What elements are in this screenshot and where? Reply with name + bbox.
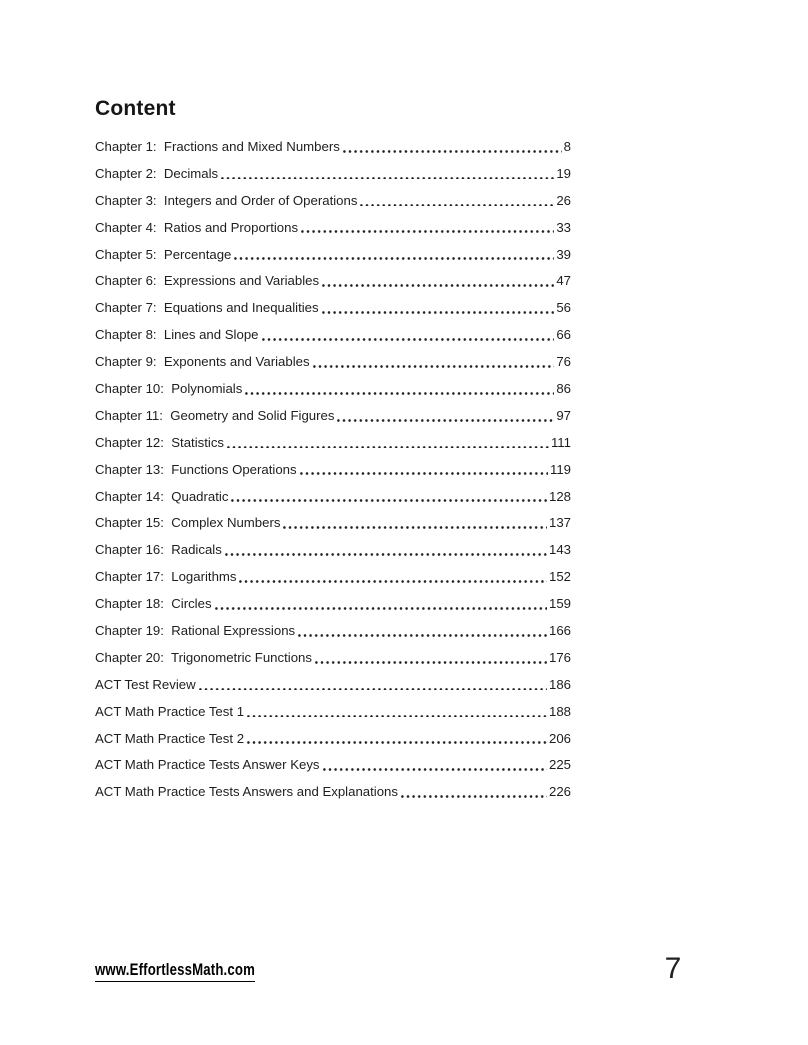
toc-entry: [95, 215, 571, 242]
toc-entry-page: 33: [556, 219, 571, 235]
dot-leader: [247, 726, 547, 753]
footer-page-number: 7: [664, 952, 682, 985]
toc-entry-label: ACT Math Practice Test 2: [95, 730, 245, 746]
toc-entry: [95, 322, 571, 349]
toc-entry: [95, 484, 571, 511]
toc-entry-page: 152: [548, 569, 571, 585]
dot-leader: [227, 430, 549, 457]
toc-entry: [95, 161, 571, 188]
toc-entry-page: 159: [548, 596, 571, 612]
dot-leader: [322, 268, 554, 295]
toc-entry-page: 186: [548, 676, 571, 692]
toc-entry-page: 19: [556, 165, 571, 181]
toc-entry: [95, 537, 571, 564]
toc-entry-label: Chapter 9: Exponents and Variables: [95, 354, 310, 370]
toc-entry: [95, 672, 571, 699]
toc-entry-label: Chapter 16: Radicals: [95, 542, 222, 558]
toc-entry-page: 86: [556, 381, 571, 397]
footer-website-link[interactable]: www.EffortlessMath.com: [95, 961, 255, 982]
dot-leader: [298, 618, 547, 645]
toc-entry: [95, 564, 571, 591]
toc-entry-page: 176: [548, 649, 571, 665]
toc-entry-label: Chapter 7: Equations and Inequalities: [95, 300, 319, 316]
toc-entry-label: ACT Math Practice Tests Answer Keys: [95, 757, 320, 773]
toc-entry-page: 56: [556, 300, 571, 316]
dot-leader: [283, 510, 547, 537]
toc-entry-label: Chapter 3: Integers and Order of Operations: [95, 192, 358, 208]
toc-entry-page: 206: [548, 730, 571, 746]
toc-entry: [95, 457, 571, 484]
toc-entry-label: Chapter 2: Decimals: [95, 165, 219, 181]
dot-leader: [301, 215, 554, 242]
toc-entry-label: Chapter 8: Lines and Slope: [95, 327, 259, 343]
toc-entry-label: Chapter 11: Geometry and Solid Figures: [95, 407, 335, 423]
toc-entry-label: Chapter 14: Quadratic: [95, 488, 229, 504]
toc-entry-label: Chapter 20: Trigonometric Functions: [95, 649, 312, 665]
toc-entry-page: 26: [556, 192, 571, 208]
toc-entry: [95, 510, 571, 537]
dot-leader: [323, 752, 547, 779]
dot-leader: [315, 645, 547, 672]
dot-leader: [215, 591, 547, 618]
dot-leader: [234, 242, 554, 269]
toc-entry-page: 128: [548, 488, 571, 504]
dot-leader: [247, 699, 547, 726]
toc-entry-page: 188: [548, 703, 571, 719]
dot-leader: [231, 484, 547, 511]
toc-entry: [95, 779, 571, 806]
toc-entry-page: 66: [556, 327, 571, 343]
toc-entry-page: 111: [550, 434, 571, 450]
toc-entry: [95, 726, 571, 753]
toc-list: [95, 134, 571, 806]
toc-entry-label: Chapter 18: Circles: [95, 596, 212, 612]
toc-entry-label: Chapter 4: Ratios and Proportions: [95, 219, 299, 235]
dot-leader: [225, 537, 547, 564]
toc-entry-page: 39: [556, 246, 571, 262]
dot-leader: [401, 779, 547, 806]
toc-entry: [95, 430, 571, 457]
page-title: Content: [95, 97, 176, 120]
dot-leader: [262, 322, 555, 349]
dot-leader: [199, 672, 547, 699]
toc-entry-page: 119: [549, 461, 571, 477]
toc-entry-page: 76: [556, 354, 571, 370]
page-body: [95, 97, 571, 806]
toc-entry-label: Chapter 15: Complex Numbers: [95, 515, 281, 531]
toc-entry-page: 8: [563, 139, 571, 154]
toc-entry-label: Chapter 17: Logarithms: [95, 569, 237, 585]
toc-entry-page: 226: [548, 784, 571, 800]
dot-leader: [239, 564, 547, 591]
dot-leader: [322, 295, 555, 322]
toc-entry-label: Chapter 19: Rational Expressions: [95, 623, 296, 639]
toc-entry: [95, 295, 571, 322]
dot-leader: [300, 457, 548, 484]
dot-leader: [337, 403, 554, 430]
dot-leader: [343, 134, 562, 161]
toc-entry-label: ACT Test Review: [95, 676, 196, 692]
toc-entry: [95, 591, 571, 618]
toc-entry-page: 166: [548, 623, 571, 639]
toc-entry: [95, 618, 571, 645]
toc-entry-page: 137: [548, 515, 571, 531]
toc-entry: [95, 376, 571, 403]
toc-entry: [95, 752, 571, 779]
toc-entry: [95, 268, 571, 295]
toc-entry: [95, 699, 571, 726]
toc-entry: [95, 134, 571, 161]
toc-entry-label: Chapter 10: Polynomials: [95, 381, 243, 397]
toc-entry-label: Chapter 1: Fractions and Mixed Numbers: [95, 139, 340, 154]
toc-entry-page: 47: [556, 273, 571, 289]
toc-entry: [95, 349, 571, 376]
dot-leader: [245, 376, 554, 403]
toc-entry-label: ACT Math Practice Tests Answers and Explanations: [95, 784, 398, 800]
toc-entry: [95, 645, 571, 672]
toc-entry-label: Chapter 12: Statistics: [95, 434, 225, 450]
toc-entry: [95, 242, 571, 269]
dot-leader: [221, 161, 554, 188]
dot-leader: [313, 349, 555, 376]
toc-entry: [95, 188, 571, 215]
toc-entry-label: Chapter 13: Functions Operations: [95, 461, 297, 477]
toc-entry-label: Chapter 6: Expressions and Variables: [95, 273, 320, 289]
toc-entry: [95, 403, 571, 430]
toc-entry-page: 225: [548, 757, 571, 773]
toc-entry-page: 97: [556, 407, 571, 423]
dot-leader: [360, 188, 554, 215]
toc-entry-page: 143: [548, 542, 571, 558]
toc-entry-label: Chapter 5: Percentage: [95, 246, 232, 262]
toc-entry-label: ACT Math Practice Test 1: [95, 703, 245, 719]
